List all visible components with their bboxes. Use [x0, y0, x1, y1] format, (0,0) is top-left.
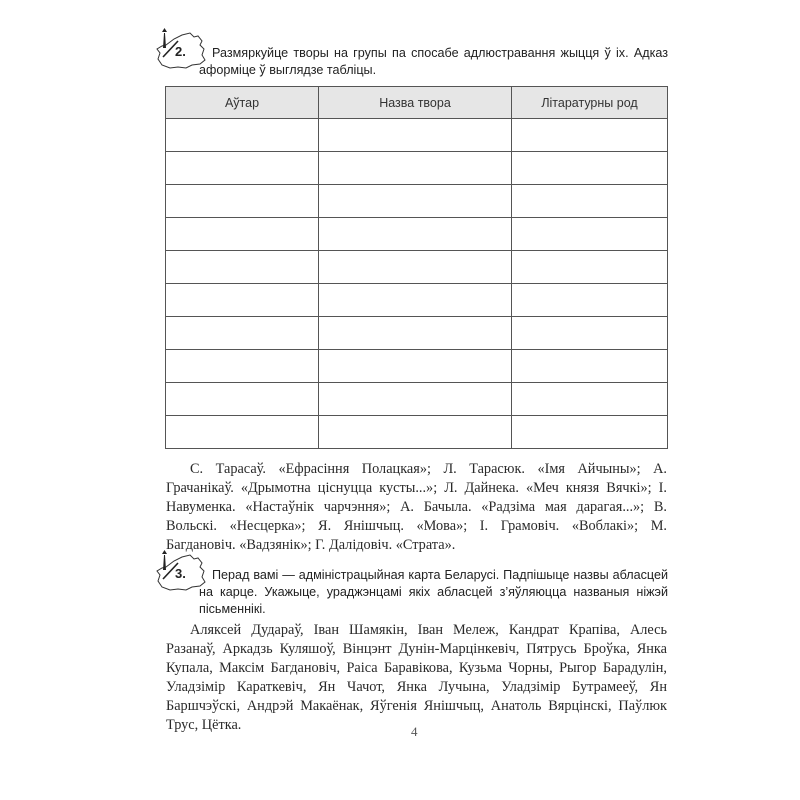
- table-cell[interactable]: [319, 251, 512, 284]
- table-cell[interactable]: [512, 152, 668, 185]
- table-cell[interactable]: [319, 218, 512, 251]
- table-row: [166, 119, 668, 152]
- table-header-row: [166, 87, 668, 119]
- column-header-title: Назва твора: [319, 87, 512, 119]
- table-cell[interactable]: [166, 251, 319, 284]
- table-cell[interactable]: [166, 317, 319, 350]
- table-row: [166, 185, 668, 218]
- works-list: С. Тарасаў. «Ефрасіння Полацкая»; Л. Тарасюк. «Імя Айчыны»; А. Грачанікаў. «Дрымотна ціснуцца кусты...»; Л. Дайнека. «Меч князя Вячкі»; І. Навуменка. «Настаўнік чарчэння»; А. Бачыла. «Радзіма мая дарагая...»; В. Вольскі. «Несцерка»; Я. Янішчыц. «Мова»; І. Грамовіч. «Воблакі»; М. Багдановіч. «Вадзянік»; Г. Далідовіч. «Страта».: [166, 461, 667, 554]
- table-row: [166, 317, 668, 350]
- task-2: [152, 27, 668, 77]
- task-instruction: Размяркуйце творы на групы па спосабе адлюстравання жыцця ў іх. Адказ аформіце ў выглядзе табліцы.: [199, 46, 668, 77]
- table-cell[interactable]: [166, 383, 319, 416]
- table-cell[interactable]: [166, 284, 319, 317]
- table-row: [166, 350, 668, 383]
- table-cell[interactable]: [512, 218, 668, 251]
- table-cell[interactable]: [319, 350, 512, 383]
- task-3: [152, 549, 668, 619]
- table-cell[interactable]: [512, 251, 668, 284]
- table-row: [166, 218, 668, 251]
- column-header-author: Аўтар: [166, 87, 319, 119]
- table-cell[interactable]: [512, 350, 668, 383]
- table-cell[interactable]: [166, 350, 319, 383]
- table-cell[interactable]: [319, 383, 512, 416]
- table-cell[interactable]: [512, 119, 668, 152]
- table-cell[interactable]: [512, 416, 668, 449]
- task-number: 2.: [175, 44, 186, 59]
- table-cell[interactable]: [166, 416, 319, 449]
- table-cell[interactable]: [512, 383, 668, 416]
- table-row: [166, 251, 668, 284]
- column-header-genre: Літаратурны род: [512, 87, 668, 119]
- table-cell[interactable]: [512, 185, 668, 218]
- table-cell[interactable]: [166, 218, 319, 251]
- answer-table: [165, 86, 668, 449]
- table-row: [166, 383, 668, 416]
- task-number: 3.: [175, 566, 186, 581]
- table-cell[interactable]: [166, 152, 319, 185]
- table-row: [166, 152, 668, 185]
- table-cell[interactable]: [319, 119, 512, 152]
- table-row: [166, 416, 668, 449]
- table-cell[interactable]: [512, 284, 668, 317]
- writers-list: Аляксей Дудараў, Іван Шамякін, Іван Мележ, Кандрат Крапіва, Алесь Разанаў, Аркадзь Куляшоў, Вінцэнт Дунін-Марцінкевіч, Пятрусь Броўка, Янка Купала, Максім Багдановіч, Раіса Баравікова, Кузьма Чорны, Рыгор Барадулін, Уладзімір Караткевіч, Ян Чачот, Янка Лучына, Уладзімір Бутрамееў, Ян Баршчэўскі, Андрэй Макаёнак, Яўгенія Янішчыц, Анатоль Вярцінскі, Паўлюк Трус, Цётка.: [166, 622, 667, 734]
- table-cell[interactable]: [512, 317, 668, 350]
- table-cell[interactable]: [319, 284, 512, 317]
- table-cell[interactable]: [319, 416, 512, 449]
- table-cell[interactable]: [319, 185, 512, 218]
- table-cell[interactable]: [319, 152, 512, 185]
- table-row: [166, 284, 668, 317]
- table-cell[interactable]: [319, 317, 512, 350]
- task-instruction: Перад вамі — адміністрацыйная карта Беларусі. Падпішыце назвы абласцей на карце. Укажыце, ураджэнцамі якіх абласцей з’яўляюцца названыя ніжэй пісьменнікі.: [199, 568, 668, 616]
- table-cell[interactable]: [166, 185, 319, 218]
- table-cell[interactable]: [166, 119, 319, 152]
- page-number: 4: [411, 724, 418, 739]
